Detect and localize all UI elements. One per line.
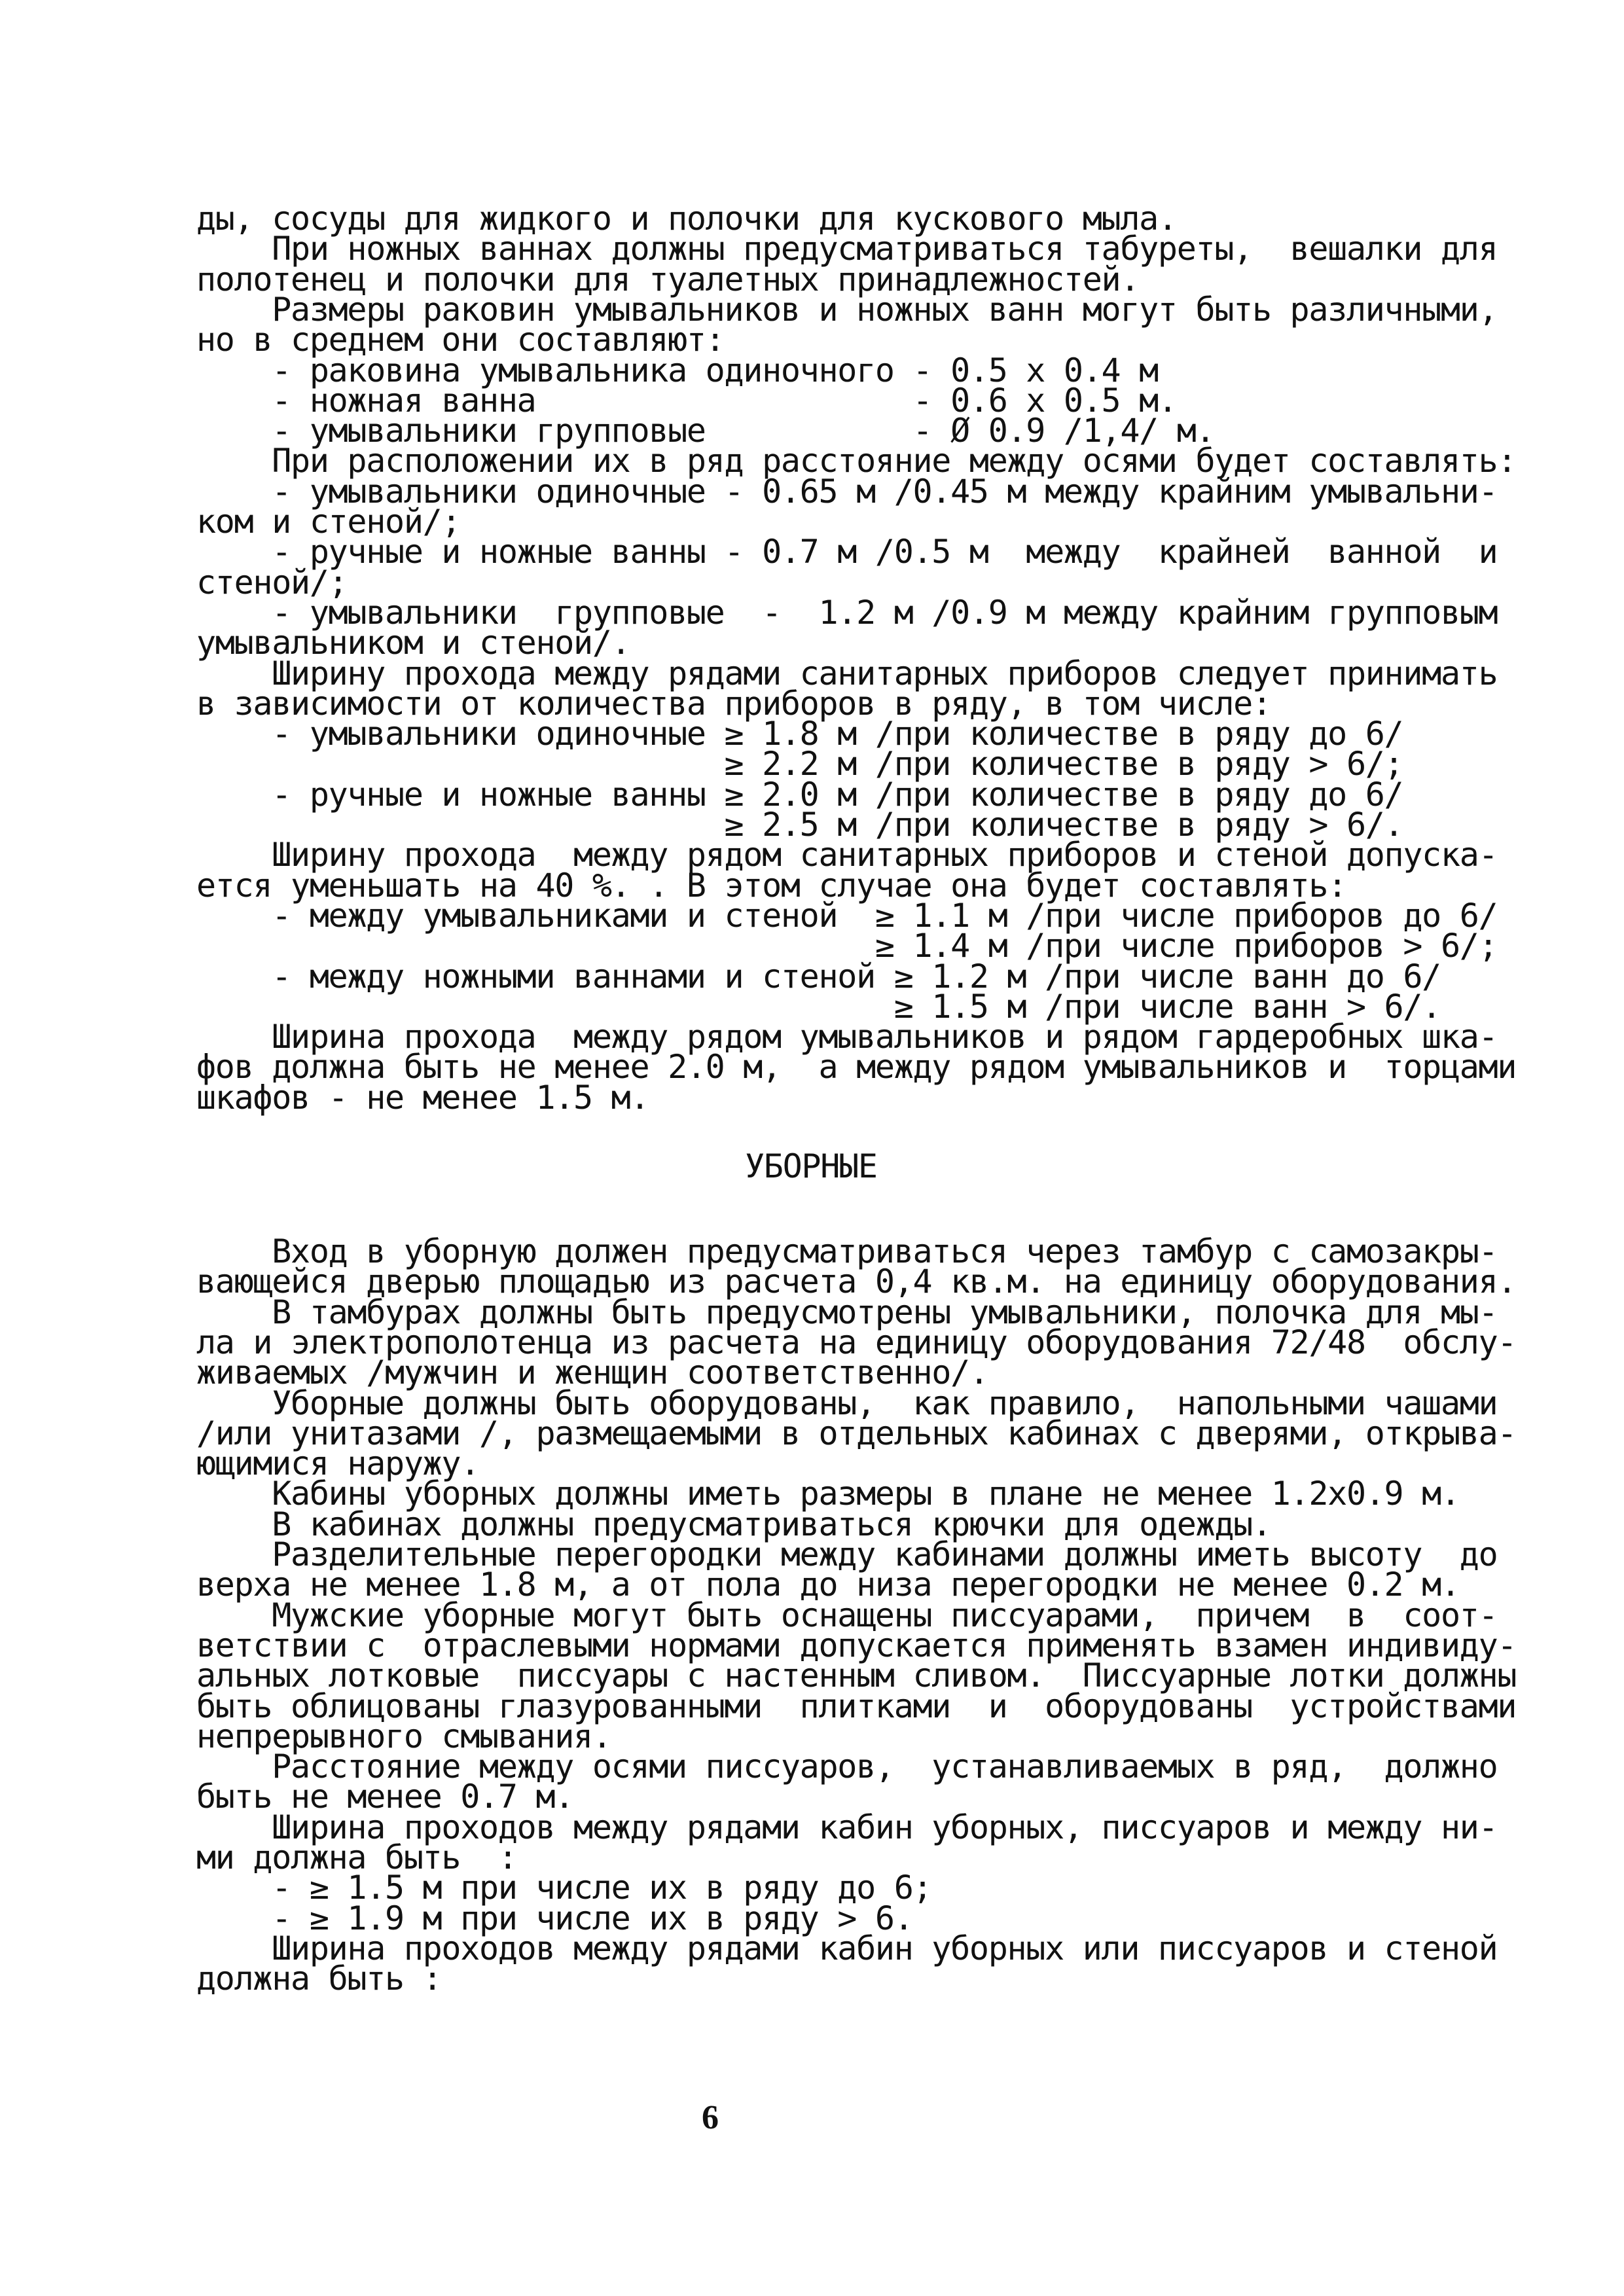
text-line: Ширина проходов между рядами кабин уборных или писсуаров и стеной xyxy=(196,1929,1498,1967)
text-line: Уборные должны быть оборудованы, как правило, напольными чашами xyxy=(196,1384,1498,1422)
text-line: вающейся дверью площадью из расчета 0,4 кв.м. на единицу оборудования. xyxy=(196,1263,1517,1301)
text-line: - умывальники групповые - 1.2 м /0.9 м между крайним групповым xyxy=(196,593,1498,632)
text-line: - ручные и ножные ванны - 0.7 м /0.5 м между крайней ванной и xyxy=(196,533,1498,571)
text-line: Ширину прохода между рядом санитарных приборов и стеной допуска- xyxy=(196,836,1498,874)
text-line: должна быть : xyxy=(196,1960,442,1998)
text-line: Ширина проходов между рядами кабин уборных, писсуаров и между ни- xyxy=(196,1808,1498,1846)
text-line: ми должна быть : xyxy=(196,1839,517,1876)
text-line: - ножная ванна - 0.6 х 0.5 м. xyxy=(196,381,1177,420)
text-line: В кабинах должны предусматриваться крючки для одежды. xyxy=(196,1505,1271,1543)
text-line: альных лотковые писсуары с настенным сливом. Писсуарные лотки должны xyxy=(196,1657,1517,1695)
text-line: ≥ 2.5 м /при количестве в ряду > 6/. xyxy=(196,806,1403,844)
text-line: умывальником и стеной/. xyxy=(196,624,630,662)
page-number: 6 xyxy=(702,2099,719,2136)
text-line: стеной/; xyxy=(196,563,348,601)
text-line: быть облицованы глазурованными плитками и оборудованы устройствами xyxy=(196,1687,1517,1725)
text-line: - умывальники групповые - Ø 0.9 /1,4/ м. xyxy=(196,412,1215,450)
text-line: Разделительные перегородки между кабинами должны иметь высоту до xyxy=(196,1535,1498,1573)
text-line: полотенец и полочки для туалетных принадлежностей. xyxy=(196,260,1140,298)
text-line: - между ножными ваннами и стеной ≥ 1.2 м /при числе ванн до 6/ xyxy=(196,957,1441,996)
text-line: ком и стеной/; xyxy=(196,503,461,541)
text-line: - умывальники одиночные ≥ 1.8 м /при количестве в ряду до 6/ xyxy=(196,715,1403,753)
text-line: Мужские уборные могут быть оснащены писсуарами, причем в соот- xyxy=(196,1596,1498,1634)
text-line: ется уменьшать на 40 %. . В этом случае она будет составлять: xyxy=(196,866,1346,905)
text-line: - ручные и ножные ванны ≥ 2.0 м /при количестве в ряду до 6/ xyxy=(196,775,1403,814)
text-line: Вход в уборную должен предусматриваться через тамбур с самозакры- xyxy=(196,1232,1498,1270)
text-line: ла и электрополотенца из расчета на единицу оборудования 72/48 обслу- xyxy=(196,1323,1517,1361)
text-line: живаемых /мужчин и женщин соответственно/. xyxy=(196,1354,988,1392)
text-line: Размеры раковин умывальников и ножных ванн могут быть различными, xyxy=(196,290,1498,329)
text-line: ≥ 2.2 м /при количестве в ряду > 6/; xyxy=(196,745,1403,783)
text-line: - ≥ 1.5 м при числе их в ряду до 6; xyxy=(196,1869,932,1907)
text-line: в зависимости от количества приборов в ряду, в том числе: xyxy=(196,684,1271,723)
text-line: - между умывальниками и стеной ≥ 1.1 м /при числе приборов до 6/ xyxy=(196,896,1498,935)
text-line: Кабины уборных должны иметь размеры в плане не менее 1.2х0.9 м. xyxy=(196,1475,1460,1513)
text-line: - умывальники одиночные - 0.65 м /0.45 м между крайним умывальни- xyxy=(196,472,1498,511)
text-line: верха не менее 1.8 м, а от пола до низа перегородки не менее 0.2 м. xyxy=(196,1566,1460,1604)
text-line: В тамбурах должны быть предусмотрены умывальники, полочка для мы- xyxy=(196,1293,1498,1331)
text-line: ≥ 1.4 м /при числе приборов > 6/; xyxy=(196,927,1498,965)
text-line: - ≥ 1.9 м при числе их в ряду > 6. xyxy=(196,1899,913,1937)
text-line: Ширина прохода между рядом умывальников и рядом гардеробных шка- xyxy=(196,1018,1498,1056)
text-line: Расстояние между осями писсуаров, устанавливаемых в ряд, должно xyxy=(196,1748,1498,1786)
text-line: но в среднем они составляют: xyxy=(196,321,725,359)
text-line: ды, сосуды для жидкого и полочки для кускового мыла. xyxy=(196,200,1177,238)
text-line: ветствии с отраслевыми нормами допускается применять взамен индивиду- xyxy=(196,1626,1517,1664)
section-heading-toilets: УБОРНЫЕ xyxy=(745,1147,877,1185)
text-line: ющимися наружу. xyxy=(196,1444,480,1483)
text-line: шкафов - не менее 1.5 м. xyxy=(196,1078,649,1117)
text-line: быть не менее 0.7 м. xyxy=(196,1778,574,1816)
text-line: Ширину прохода между рядами санитарных приборов следует принимать xyxy=(196,654,1498,692)
text-line: /или унитазами /, размещаемыми в отдельных кабинах с дверями, открыва- xyxy=(196,1414,1517,1452)
text-line: непрерывного смывания. xyxy=(196,1717,611,1755)
text-line: ≥ 1.5 м /при числе ванн > 6/. xyxy=(196,987,1441,1026)
text-line: фов должна быть не менее 2.0 м, а между рядом умывальников и торцами xyxy=(196,1048,1517,1086)
text-line: - раковина умывальника одиночного - 0.5 х 0.4 м xyxy=(196,351,1158,389)
text-line: При расположении их в ряд расстояние между осями будет составлять: xyxy=(196,442,1517,480)
text-line: При ножных ваннах должны предусматриваться табуреты, вешалки для xyxy=(196,230,1498,268)
